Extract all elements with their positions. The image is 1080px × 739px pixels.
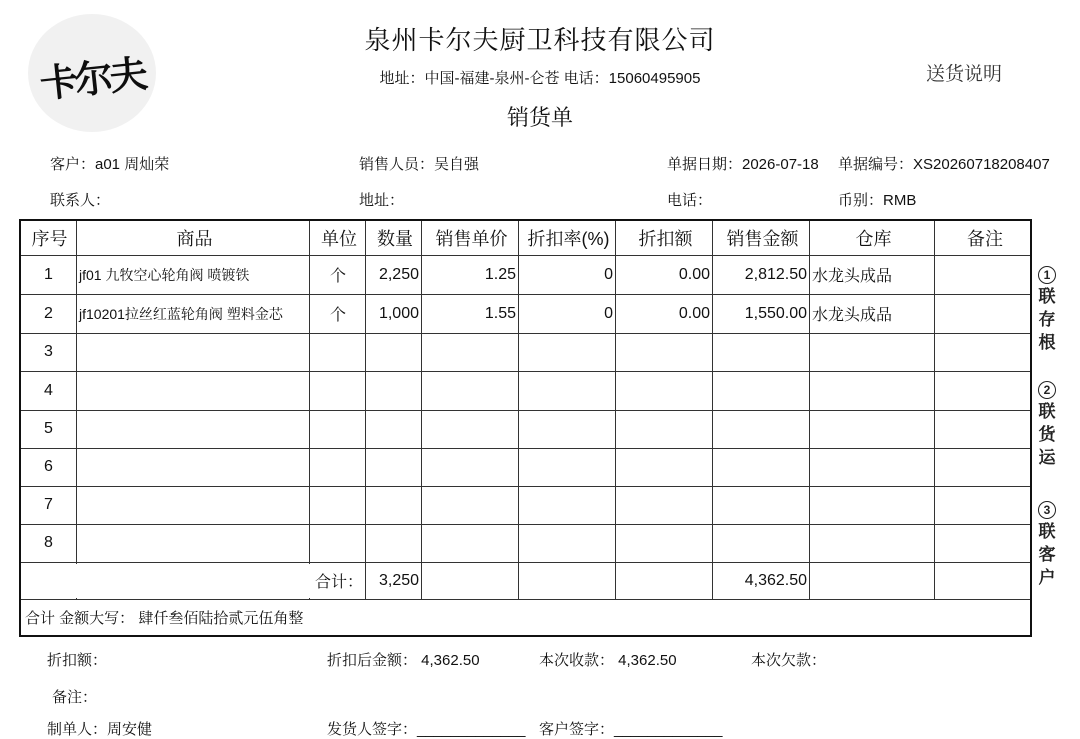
cell-discount-rate: 0 xyxy=(604,304,613,322)
cell-discount-rate xyxy=(519,410,616,448)
circled-number: 1 xyxy=(1038,266,1056,284)
cell-remark xyxy=(935,371,1033,410)
cell-product: jf10201拉丝红蓝轮角阀 塑料金芯 xyxy=(79,305,283,322)
header-discount-amount: 折扣额 xyxy=(638,229,693,249)
copy-label-char: 户 xyxy=(1038,568,1056,587)
cell-unit xyxy=(310,448,366,486)
cell-no: 5 xyxy=(44,420,53,437)
contact-field: 联系人： xyxy=(50,192,111,209)
cell-discount-rate xyxy=(519,486,616,524)
cell-sales-amount xyxy=(713,486,810,524)
circled-number: 2 xyxy=(1038,381,1056,399)
cell-unit-price xyxy=(422,333,519,371)
cell-discount-rate: 0 xyxy=(604,265,613,283)
amount-in-words: 合计 金额大写： 肆仟叁佰陆拾贰元伍角整 xyxy=(25,609,304,627)
cell-remark xyxy=(935,524,1033,562)
cell-product: jf01 九牧空心轮角阀 喷镀铁 xyxy=(79,266,250,283)
cell-remark xyxy=(935,294,1033,333)
copy-label-char: 货 xyxy=(1038,425,1056,444)
cell-quantity xyxy=(366,371,422,410)
cell-remark xyxy=(935,448,1033,486)
copy-label-char: 联 xyxy=(1038,402,1056,421)
cell-no: 8 xyxy=(44,534,53,551)
cell-no: 6 xyxy=(44,458,53,475)
cell-no: 7 xyxy=(44,496,53,513)
cell-quantity xyxy=(366,410,422,448)
document-title: 销货单 xyxy=(506,105,573,130)
cell-discount-amount xyxy=(616,486,713,524)
total-label: 合计： xyxy=(314,574,363,591)
cell-discount-rate xyxy=(519,524,616,562)
copy-label-char: 联 xyxy=(1038,287,1056,306)
cell-unit: 个 xyxy=(329,307,346,324)
cell-warehouse xyxy=(810,448,935,486)
cell-product xyxy=(77,486,310,524)
cell-no: 2 xyxy=(44,304,53,322)
header-no: 序号 xyxy=(31,229,68,249)
cell-discount-rate xyxy=(519,333,616,371)
header-quantity: 数量 xyxy=(377,229,413,249)
phone-field: 电话： xyxy=(667,192,713,209)
cell-warehouse: 水龙头成品 xyxy=(812,268,893,285)
header-discount-rate: 折扣率(%) xyxy=(527,229,610,249)
cell-unit xyxy=(310,371,366,410)
header-sales-amount: 销售金额 xyxy=(726,229,799,249)
cell-discount-amount: 0.00 xyxy=(678,265,710,283)
cell-discount-amount xyxy=(616,410,713,448)
shipper-signature: 发货人签字：_____________ xyxy=(327,721,526,738)
cell-sales-amount: 2,812.50 xyxy=(744,265,807,283)
cell-sales-amount xyxy=(713,333,810,371)
cell-warehouse xyxy=(810,486,935,524)
copy-label-char: 存 xyxy=(1038,310,1056,329)
address-field: 地址： xyxy=(359,192,405,209)
cell-unit-price: 1.55 xyxy=(484,304,516,322)
cell-unit-price xyxy=(422,524,519,562)
header-unit: 单位 xyxy=(321,229,357,249)
cell-unit-price xyxy=(422,410,519,448)
cell-unit xyxy=(310,410,366,448)
customer-signature: 客户签字：_____________ xyxy=(539,721,723,738)
cell-discount-rate xyxy=(519,371,616,410)
cell-unit xyxy=(310,486,366,524)
footer-owed: 本次欠款： xyxy=(751,652,827,669)
cell-quantity xyxy=(366,333,422,371)
sales-table xyxy=(19,219,1032,637)
copy-label-char: 运 xyxy=(1038,448,1056,467)
copy-label-char: 联 xyxy=(1038,522,1056,541)
cell-no: 4 xyxy=(44,381,53,399)
cell-warehouse: 水龙头成品 xyxy=(812,307,893,324)
copy-label-char: 根 xyxy=(1038,333,1056,352)
cell-warehouse xyxy=(810,371,935,410)
doc-number-field: 单据编号：XS20260718208407 xyxy=(838,156,1050,173)
circled-number: 3 xyxy=(1038,501,1056,519)
header-warehouse: 仓库 xyxy=(855,229,892,249)
cell-sales-amount xyxy=(713,371,810,410)
cell-product xyxy=(77,410,310,448)
cell-remark xyxy=(935,410,1033,448)
cell-warehouse xyxy=(810,333,935,371)
cell-remark xyxy=(935,486,1033,524)
cell-warehouse xyxy=(810,524,935,562)
cell-remark xyxy=(935,333,1033,371)
customer-field: 客户：a01 周灿荣 xyxy=(50,156,170,173)
cell-discount-amount xyxy=(616,524,713,562)
cell-sales-amount xyxy=(713,410,810,448)
cell-product xyxy=(77,448,310,486)
cell-quantity xyxy=(366,448,422,486)
cell-product xyxy=(77,371,310,410)
cell-warehouse xyxy=(810,410,935,448)
footer-received: 本次收款： 4,362.50 xyxy=(539,652,677,669)
cell-discount-rate xyxy=(519,448,616,486)
delivery-note-link[interactable]: 送货说明 xyxy=(926,64,1003,85)
header-remark: 备注 xyxy=(967,229,1003,249)
cell-unit-price: 1.25 xyxy=(484,265,516,283)
logo-text: 卡尔夫 xyxy=(37,50,147,107)
cell-unit: 个 xyxy=(329,268,346,285)
footer-discount: 折扣额： xyxy=(47,652,108,669)
cell-product xyxy=(77,524,310,562)
footer-after-discount: 折扣后金额： 4,362.50 xyxy=(327,652,480,669)
copy-label-char: 客 xyxy=(1038,545,1056,564)
footer-maker: 制单人：周安健 xyxy=(47,721,153,738)
header-unit-price: 销售单价 xyxy=(435,229,508,249)
cell-discount-amount xyxy=(616,448,713,486)
total-quantity: 3,250 xyxy=(379,571,420,589)
total-amount: 4,362.50 xyxy=(744,571,807,589)
cell-no: 1 xyxy=(44,265,53,283)
cell-sales-amount xyxy=(713,524,810,562)
cell-discount-amount xyxy=(616,371,713,410)
cell-no: 3 xyxy=(44,343,53,360)
cell-unit-price xyxy=(422,448,519,486)
cell-unit xyxy=(310,333,366,371)
cell-unit xyxy=(310,524,366,562)
copy-label-1 xyxy=(1036,262,1058,354)
cell-quantity xyxy=(366,486,422,524)
header-product: 商品 xyxy=(176,229,213,249)
cell-discount-amount: 0.00 xyxy=(678,304,710,322)
cell-unit-price xyxy=(422,371,519,410)
cell-quantity xyxy=(366,524,422,562)
cell-unit-price xyxy=(422,486,519,524)
company-name: 泉州卡尔夫厨卫科技有限公司 xyxy=(364,25,716,55)
cell-remark xyxy=(935,255,1033,294)
salesperson-field: 销售人员：吴自强 xyxy=(359,156,480,173)
footer-remark: 备注： xyxy=(52,689,98,706)
cell-sales-amount: 1,550.00 xyxy=(744,304,807,322)
cell-product xyxy=(77,333,310,371)
cell-quantity: 1,000 xyxy=(378,304,419,322)
copy-label-3 xyxy=(1036,497,1058,589)
doc-date-field: 单据日期：2026-07-18 xyxy=(667,156,819,173)
cell-quantity: 2,250 xyxy=(378,265,419,283)
currency-field: 币别：RMB xyxy=(838,192,917,209)
copy-label-2 xyxy=(1036,377,1058,469)
cell-sales-amount xyxy=(713,448,810,486)
cell-discount-amount xyxy=(616,333,713,371)
company-address: 地址：中国-福建-泉州-仑苍 电话：15060495905 xyxy=(379,70,701,87)
